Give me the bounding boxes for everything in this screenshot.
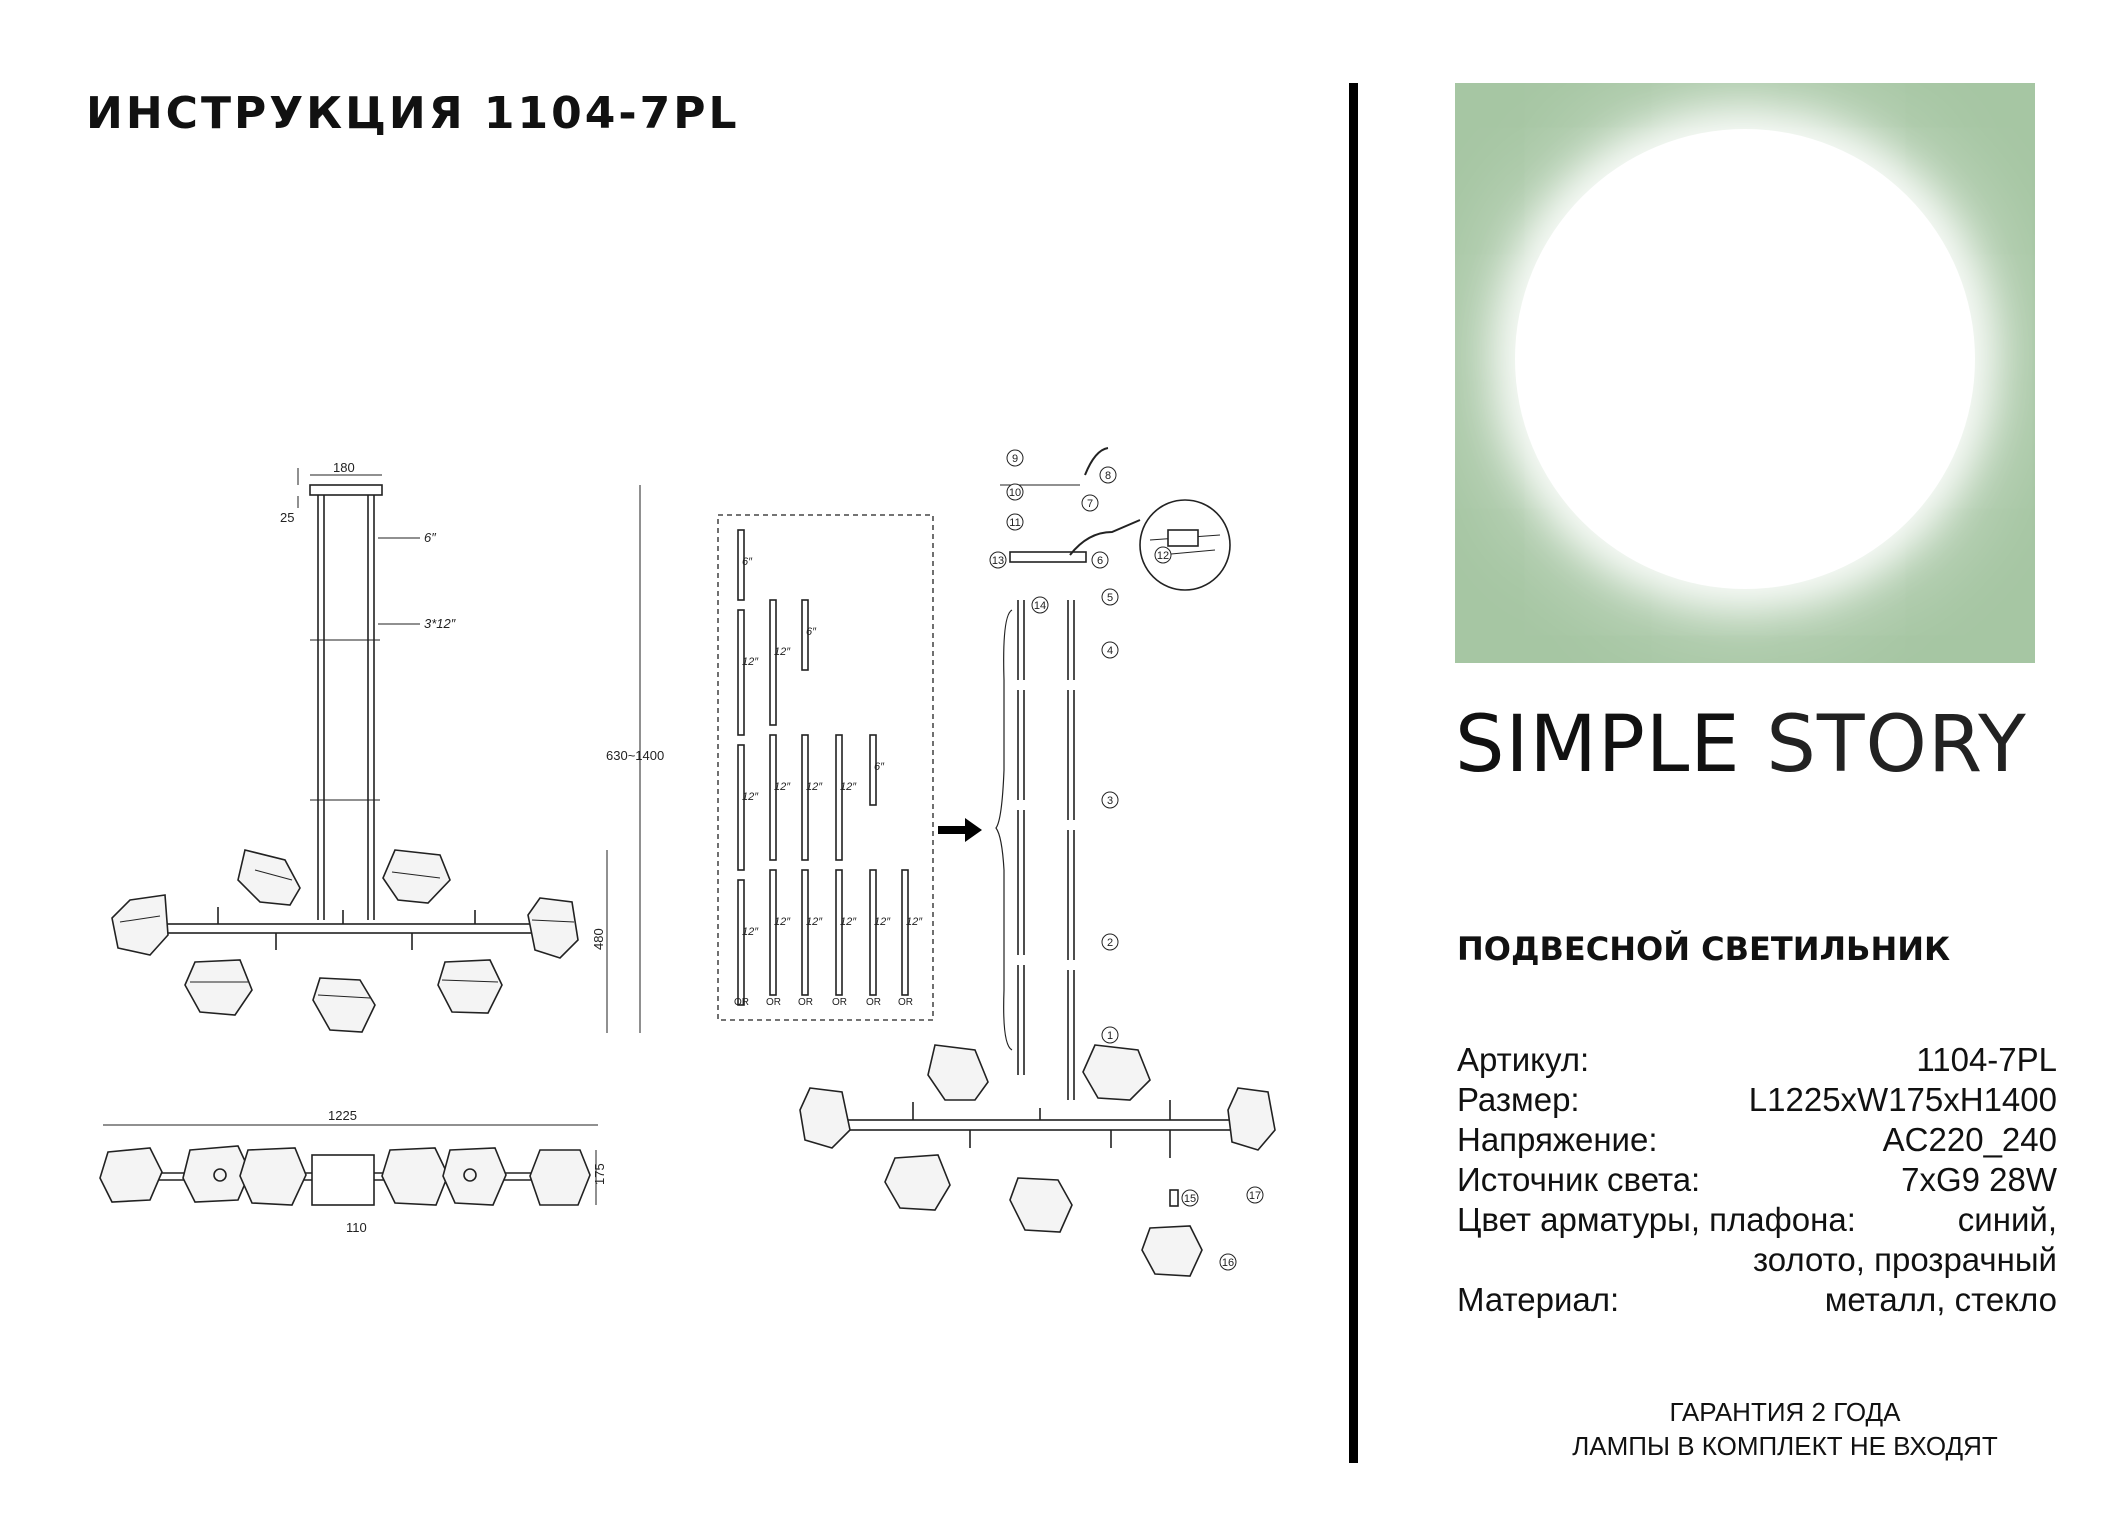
spec-value: L1225xW175xH1400	[1748, 1081, 2057, 1118]
spec-row	[1457, 1240, 2057, 1280]
rod-options-box	[718, 515, 933, 1020]
or-label: OR	[798, 997, 813, 1008]
part-number: 2	[1106, 937, 1114, 949]
rod-length-label: 12″	[774, 781, 791, 793]
spec-row	[1457, 1120, 2057, 1160]
part-number: 16	[1221, 1257, 1235, 1269]
part-number: 12	[1156, 550, 1170, 562]
part-number: 14	[1033, 600, 1047, 612]
part-number: 17	[1248, 1190, 1262, 1202]
front-view	[112, 460, 664, 1033]
rod-segment	[770, 600, 776, 725]
rod-length-label: 6″	[874, 761, 885, 773]
part-number: 8	[1104, 470, 1112, 482]
spec-label: Источник света:	[1457, 1161, 1701, 1198]
spec-value: 7xG9 28W	[1901, 1161, 2057, 1198]
shade	[313, 978, 375, 1032]
shade	[528, 898, 578, 958]
spec-label: Размер:	[1457, 1081, 1580, 1118]
or-label: OR	[866, 997, 881, 1008]
rod-segment	[836, 870, 842, 995]
rod-segment	[770, 735, 776, 860]
spec-value: 1104-7PL	[1916, 1041, 2057, 1078]
rod-length-label: 12″	[742, 926, 759, 938]
rod-length-label: 12″	[774, 916, 791, 928]
rod-length-label: 12″	[840, 781, 857, 793]
spec-label: Напряжение:	[1457, 1121, 1658, 1158]
or-label: OR	[766, 997, 781, 1008]
or-label: OR	[898, 997, 913, 1008]
spec-value: синий,	[1957, 1201, 2057, 1238]
spec-row	[1457, 1200, 2057, 1240]
or-label: OR	[734, 997, 749, 1008]
shade	[185, 960, 252, 1015]
rod-segment	[802, 870, 808, 995]
exploded-view	[800, 448, 1275, 1276]
part-number: 15	[1183, 1193, 1197, 1205]
rod-length-label: 12″	[840, 916, 857, 928]
dim-top-width: 180	[333, 460, 355, 475]
spec-row	[1457, 1040, 2057, 1080]
dim-rod-long: 3*12″	[424, 616, 456, 631]
dim-body-height: 480	[591, 928, 606, 950]
rod-length-label: 6″	[742, 556, 753, 568]
part-number: 13	[991, 555, 1005, 567]
rod-length-label: 12″	[774, 646, 791, 658]
shade	[383, 850, 450, 903]
dim-rod-short: 6″	[424, 530, 436, 545]
lamps-note: ЛАМПЫ В КОМПЛЕКТ НЕ ВХОДЯТ	[1572, 1431, 1998, 1461]
spec-label: Материал:	[1457, 1281, 1620, 1318]
or-label: OR	[832, 997, 847, 1008]
dim-width: 175	[592, 1163, 607, 1185]
spec-value: AC220_240	[1882, 1121, 2057, 1158]
shade	[238, 850, 300, 905]
rod-segment	[870, 870, 876, 995]
part-number: 7	[1086, 498, 1094, 510]
rod-segment	[738, 610, 744, 735]
rod-segment	[902, 870, 908, 995]
shade	[112, 895, 168, 955]
part-number: 5	[1106, 592, 1114, 604]
spec-row	[1457, 1160, 2057, 1200]
rod-segment	[738, 880, 744, 1005]
dim-height-range: 630~1400	[606, 748, 665, 763]
arrow-icon	[938, 818, 982, 842]
part-number: 4	[1106, 645, 1114, 657]
light-glow	[1515, 129, 1975, 589]
rod-segment	[770, 870, 776, 995]
part-number: 9	[1011, 453, 1019, 465]
spec-row	[1457, 1080, 2057, 1120]
rod-segment	[802, 735, 808, 860]
brand-logo	[1455, 700, 2027, 790]
dim-center: 110	[346, 1220, 367, 1235]
rod-length-label: 12″	[806, 781, 823, 793]
product-type: ПОДВЕСНОЙ СВЕТИЛЬНИК	[1457, 930, 1951, 968]
rod-segment	[738, 745, 744, 870]
spec-row	[1457, 1280, 2057, 1320]
part-number: 6	[1096, 555, 1104, 567]
rod-length-label: 12″	[742, 656, 759, 668]
part-number: 3	[1106, 795, 1114, 807]
rod-length-label: 12″	[874, 916, 891, 928]
part-number: 1	[1106, 1030, 1114, 1042]
vertical-divider	[1349, 83, 1358, 1463]
top-view	[100, 1108, 607, 1235]
dim-length: 1225	[328, 1108, 357, 1123]
shade	[438, 960, 502, 1013]
document-title: ИНСТРУКЦИЯ 1104-7PL	[86, 88, 740, 139]
dim-canopy-height: 25	[280, 510, 295, 525]
part-number: 11	[1009, 517, 1021, 529]
brand-name-bold: SIMPLE	[1455, 700, 1741, 790]
part-number: 10	[1008, 487, 1022, 499]
spec-value: металл, стекло	[1824, 1281, 2057, 1318]
rod-length-label: 12″	[742, 791, 759, 803]
spec-value: золото, прозрачный	[1753, 1241, 2057, 1278]
rod-segment	[836, 735, 842, 860]
spec-label: Артикул:	[1457, 1041, 1590, 1078]
warranty-text: ГАРАНТИЯ 2 ГОДА	[1669, 1397, 1901, 1427]
hero-image	[1455, 83, 2035, 663]
spec-label: Цвет арматуры, плафона:	[1457, 1201, 1856, 1238]
rod-length-label: 12″	[906, 916, 923, 928]
rod-length-label: 12″	[806, 916, 823, 928]
brand-name-light: STORY	[1766, 700, 2027, 790]
rod-length-label: 6″	[806, 626, 817, 638]
